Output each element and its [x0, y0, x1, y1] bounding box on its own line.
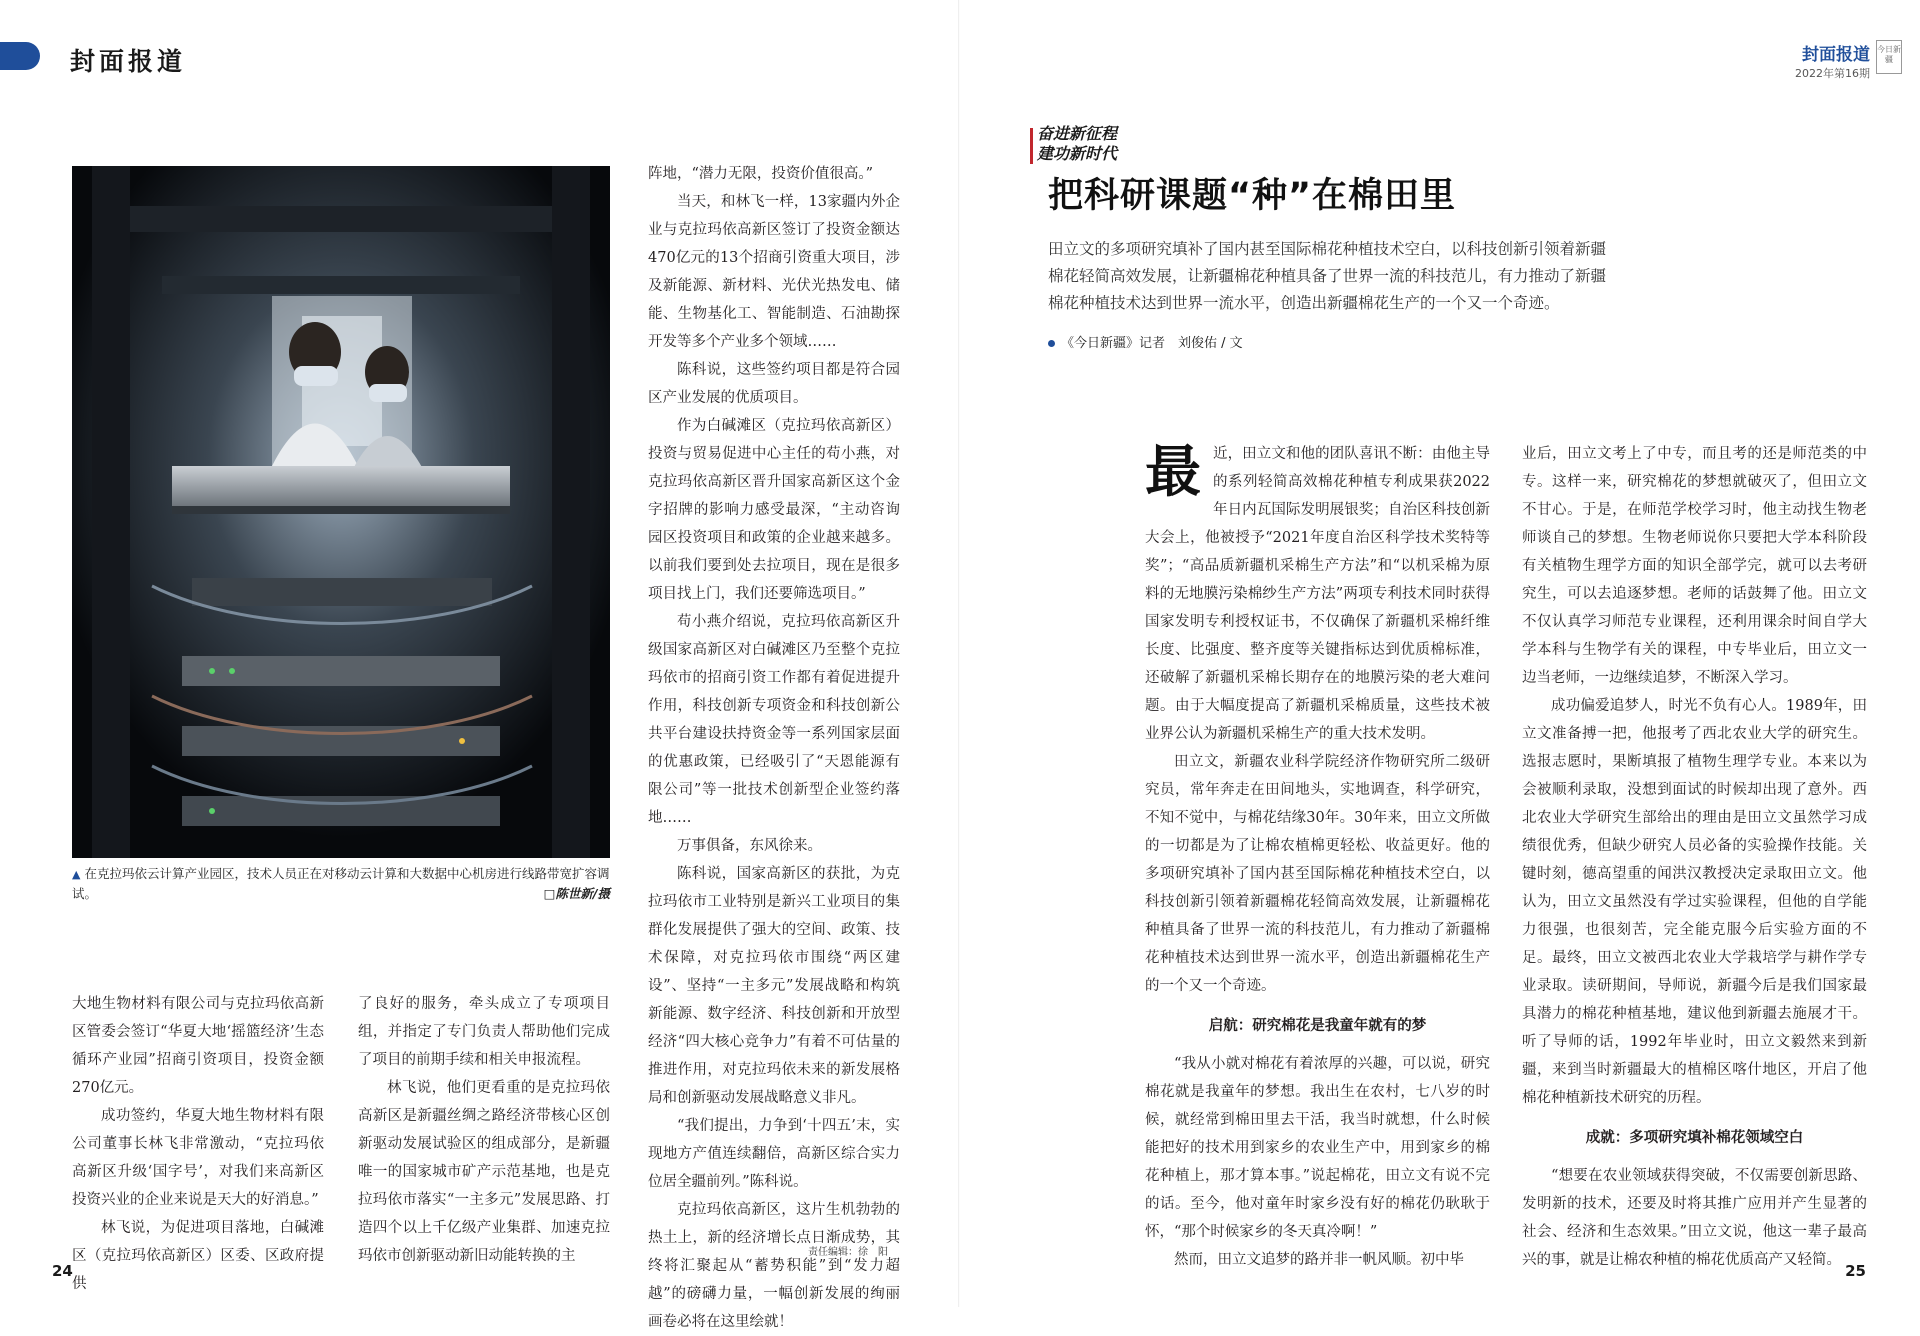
header-issue: 2022年第16期	[1795, 67, 1870, 80]
byline-dot-icon	[1048, 340, 1055, 347]
server-room-illustration	[72, 166, 610, 858]
paragraph: 阵地，“潜力无限，投资价值很高。”	[648, 166, 874, 182]
paragraph: “我们提出，力争到‘十四五’末，实现地方产值连续翻倍，高新区综合实力位居全疆前列。”陈科说。	[648, 1118, 900, 1190]
paragraph: 陈科说，这些签约项目都是符合园区产业发展的优质项目。	[648, 362, 900, 406]
section-title: 封面报道	[70, 47, 187, 76]
section-tab-marker	[0, 42, 40, 70]
byline-text: 《今日新疆》记者 刘俊佑 / 文	[1061, 336, 1243, 351]
paragraph: 林飞说，他们更看重的是克拉玛依高新区是新疆丝绸之路经济带核心区创新驱动发展试验区的组成部分，是新疆唯一的国家城市矿产示范基地，也是克拉玛依市落实“一主多元”发展思路、打造四个以上千亿级产业集群、加速克拉玛依市创新驱动新旧动能转换的主	[358, 1080, 610, 1264]
rubric-line-1: 奋进新征程	[1037, 124, 1118, 143]
rubric-line-2: 建功新时代	[1037, 144, 1118, 163]
magazine-logo: 今日新疆	[1876, 40, 1902, 74]
paragraph: 当天，和林飞一样，13家疆内外企业与克拉玛依高新区签订了投资金额达470亿元的13个招商引资重大项目，涉及新能源、新材料、光伏光热发电、储能、生物基化工、智能制造、石油勘探开发等多个产业多个领域……	[648, 194, 900, 350]
paragraph: 万事俱备，东风徐来。	[677, 838, 822, 854]
paragraph: 了良好的服务，牵头成立了专项项目组，并指定了专门负责人帮助他们完成了项目的前期手续和相关申报流程。	[358, 996, 610, 1068]
paragraph: 业后，田立文考上了中专，而且考的还是师范类的中专。这样一来，研究棉花的梦想就破灭了，但田立文不甘心。于是，在师范学校学习时，他主动找生物老师谈自己的梦想。生物老师说你只要把大学本科阶段有关植物生理学方面的知识全部学完，就可以去考研究生，可以去追逐梦想。老师的话鼓舞了他。田立文不仅认真学习师范专业课程，还利用课余时间自学大学本科与生物学有关的课程，中专毕业后，田立文一边当老师，一边继续追梦，不断深入学习。	[1522, 446, 1867, 686]
page-number-right: 25	[1845, 1262, 1866, 1280]
paragraph: 克拉玛依高新区，这片生机勃勃的热土上，新的经济增长点日渐成势，其终将汇聚起从“蓄势积能”到“发力超越”的磅礴力量，一幅创新发展的绚丽画卷必将在这里绘就！	[648, 1202, 900, 1330]
paragraph: 陈科说，国家高新区的获批，为克拉玛依市工业特别是新兴工业项目的集群化发展提供了强大的空间、政策、技术保障，对克拉玛依市围绕“两区建设”、坚持“一主多元”发展战略和构筑新能源、数字经济、科技创新和开放型经济“四大核心竞争力”有着不可估量的推进作用，对克拉玛依未来的新发展格局和创新驱动发展战略意义非凡。	[648, 866, 900, 1106]
responsible-editor: 责任编辑：徐 阳	[808, 1247, 888, 1258]
left-bottom-column-2	[358, 990, 610, 1270]
caption-triangle-icon: ▲	[72, 868, 81, 881]
header-section-title: 封面报道	[1802, 45, 1870, 65]
lead-text: 近，田立文和他的团队喜讯不断：由他主导的系列轻简高效棉花种植专利成果获2022年日内瓦国际发明展银奖；自治区科技创新大会上，他被授予“2021年度自治区科学技术奖特等奖”；“高品质新疆机采棉生产方法”和“以机采棉为原料的无地膜污染棉纱生产方法”两项专利技术同时获得国家发明专利授权证书，不仅确保了新疆机采棉纤维长度、比强度、整齐度等关键指标达到优质棉标准，还破解了新疆机采棉长期存在的地膜污染的老大难问题。由于大幅度提高了新疆机采棉质量，这些技术被业界公认为新疆机采棉生产的重大技术发明。	[1145, 446, 1490, 742]
article-dek: 田立文的多项研究填补了国内甚至国际棉花种植技术空白，以科技创新引领着新疆棉花轻简高效发展，让新疆棉花种植具备了世界一流的科技范儿，有力推动了新疆棉花种植技术达到世界一流水平，创造出新疆棉花生产的一个又一个奇迹。	[1048, 240, 1607, 312]
subhead-launch: 启航：研究棉花是我童年就有的梦	[1208, 1018, 1427, 1034]
paragraph: 成功签约，华夏大地生物材料有限公司董事长林飞非常激动，“克拉玛依高新区升级‘国字号’，对我们来高新区投资兴业的企业来说是天大的好消息。”	[72, 1108, 324, 1208]
rubric-accent-bar	[1030, 128, 1033, 164]
header-text	[1795, 40, 1870, 81]
paragraph: “想要在农业领域获得突破，不仅需要创新思路、发明新的技术，还要及时将其推广应用并产生显著的社会、经济和生态效果。”田立文说，他这一辈子最高兴的事，就是让棉农种植的棉花优质高产又轻简。	[1522, 1168, 1867, 1268]
paragraph: “我从小就对棉花有着浓厚的兴趣，可以说，研究棉花就是我童年的梦想。我出生在农村，七八岁的时候，就经常到棉田里去干活，我当时就想，什么时候能把好的技术用到家乡的农业生产中，用到家乡的棉花种植上，那才算本事。”说起棉花，田立文有说不完的话。至今，他对童年时家乡没有好的棉花仍耿耿于怀，“那个时候家乡的冬天真冷啊！”	[1145, 1056, 1490, 1240]
photo-credit: □陈世新/摄	[543, 886, 610, 901]
server-room-photo	[72, 166, 610, 858]
left-page	[0, 0, 960, 1330]
paragraph: 田立文，新疆农业科学院经济作物研究所二级研究员，常年奔走在田间地头，实地调查，科学研究，不知不觉中，与棉花结缘30年。30年来，田立文所做的一切都是为了让棉农植棉更轻松、收益更好。他的多项研究填补了国内甚至国际棉花种植技术空白，以科技创新引领着新疆棉花轻简高效发展，让新疆棉花种植具备了世界一流的科技范儿，有力推动了新疆棉花种植技术达到世界一流水平，创造出新疆棉花生产的一个又一个奇迹。	[1145, 754, 1490, 994]
page-number-left: 24	[52, 1262, 73, 1280]
article-headline: 把科研课题“种”在棉田里	[1048, 176, 1457, 216]
article-byline	[1048, 332, 1243, 351]
paragraph: 林飞说，为促进项目落地，白碱滩区（克拉玛依高新区）区委、区政府提供	[72, 1220, 324, 1292]
dropcap: 最	[1145, 439, 1201, 505]
left-bottom-column-1	[72, 990, 324, 1298]
paragraph: 然而，田立文追梦的路并非一帆风顺。初中毕	[1174, 1252, 1464, 1268]
subhead-achievement: 成就：多项研究填补棉花领域空白	[1585, 1130, 1804, 1146]
paragraph: 苟小燕介绍说，克拉玛依高新区升级国家高新区对白碱滩区乃至整个克拉玛依市的招商引资工作都有着促进提升作用，科技创新专项资金和科技创新公共平台建设扶持资金等一系列国家层面的优惠政策，已经吸引了“天恩能源有限公司”等一批技术创新型企业签约落地……	[648, 614, 900, 826]
right-column-1	[1145, 440, 1490, 1274]
column-rubric	[1037, 124, 1117, 164]
left-column-right	[648, 160, 900, 1336]
caption-text: 在克拉玛依云计算产业园区，技术人员正在对移动云计算和大数据中心机房进行线路带宽扩容调试。	[72, 866, 610, 901]
paragraph: 成功偏爱追梦人，时光不负有心人。1989年，田立文准备搏一把，他报考了西北农业大学的研究生。选报志愿时，果断填报了植物生理学专业。本来以为会被顺利录取，没想到面试的时候却出现了意外。西北农业大学研究生部给出的理由是田立文虽然学习成绩很优秀，但缺少研究人员必备的实验操作技能。关键时刻，德高望重的闻洪汉教授决定录取田立文。他认为，田立文虽然没有学过实验课程，但他的自学能力很强，也很刻苦，完全能克服今后实验方面的不足。最终，田立文被西北农业大学栽培学与耕作学专业录取。读研期间，导师说，新疆今后是我们国家最具潜力的棉花种植基地，建议他到新疆去施展才干。听了导师的话，1992年毕业时，田立文毅然来到新疆，来到当时新疆最大的植棉区喀什地区，开启了他棉花种植新技术研究的历程。	[1522, 698, 1867, 1106]
right-column-2	[1522, 440, 1867, 1274]
lead-paragraph	[1145, 440, 1490, 748]
paragraph: 大地生物材料有限公司与克拉玛依高新区管委会签订“华夏大地‘摇篮经济’生态循环产业园”招商引资项目，投资金额270亿元。	[72, 996, 324, 1096]
paragraph: 作为白碱滩区（克拉玛依高新区）投资与贸易促进中心主任的苟小燕，对克拉玛依高新区晋升国家高新区这个金字招牌的影响力感受最深，“主动咨询园区投资项目和政策的企业越来越多。以前我们要到处去拉项目，现在是很多项目找上门，我们还要筛选项目。”	[648, 418, 900, 602]
magazine-header	[1795, 40, 1902, 81]
photo-caption	[72, 864, 610, 903]
